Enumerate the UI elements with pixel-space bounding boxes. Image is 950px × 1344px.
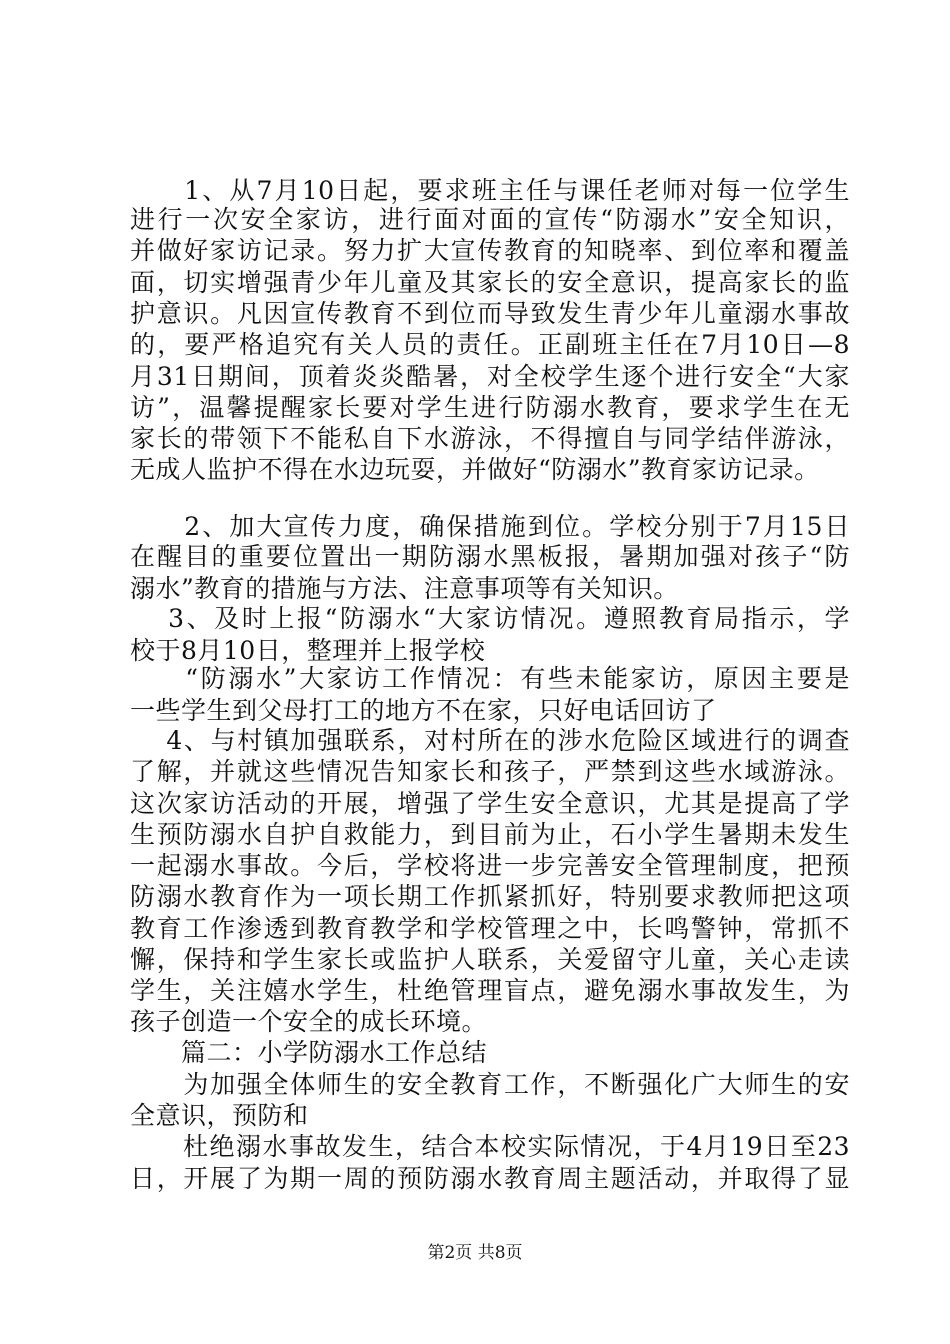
text-line: 日，开展了为期一周的预防溺水教育周主题活动，并取得了显	[130, 1164, 850, 1193]
text-line: 月31日期间，顶着炎炎酷暑，对全校学生逐个进行安全“大家	[130, 362, 850, 391]
page-footer: 第2页 共8页	[427, 1243, 523, 1263]
text-line: 了解，并就这些情况告知家长和孩子，严禁到这些水域游泳。	[130, 757, 850, 786]
text-line: 学生，关注嬉水学生，杜绝管理盲点，避免溺水事故发生，为	[130, 976, 850, 1005]
text-line: “防溺水”大家访工作情况：有些未能家访，原因主要是	[130, 664, 850, 693]
text-line: 1、从7月10日起，要求班主任与课任老师对每一位学生	[130, 176, 850, 205]
text-line: 孩子创造一个安全的成长环境。	[130, 1007, 488, 1036]
text-line: 的，要严格追究有关人员的责任。正副班主任在7月10日—8	[130, 330, 850, 359]
text-line: 家长的带领下不能私自下水游泳，不得擅自与同学结伴游泳，	[130, 424, 850, 453]
text-line: 溺水”教育的措施与方法、注意事项等有关知识。	[130, 574, 679, 603]
text-line: 2、加大宣传力度，确保措施到位。学校分别于7月15日	[130, 512, 850, 541]
text-line: 一些学生到父母打工的地方不在家，只好电话回访了	[130, 696, 717, 725]
text-line: 并做好家访记录。努力扩大宣传教育的知晓率、到位率和覆盖	[130, 236, 850, 265]
text-line: 校于8月10日，整理并上报学校	[130, 636, 486, 665]
text-line: 懈，保持和学生家长或监护人联系，关爱留守儿童，关心走读	[130, 945, 850, 974]
text-line: 护意识。凡因宣传教育不到位而导致发生青少年儿童溺水事故	[130, 299, 850, 328]
text-line: 为加强全体师生的安全教育工作，不断强化广大师生的安	[130, 1070, 850, 1099]
text-line: 教育工作渗透到教育教学和学校管理之中，长鸣警钟，常抓不	[130, 914, 850, 943]
text-line: 无成人监护不得在水边玩耍，并做好“防溺水”教育家访记录。	[130, 455, 820, 484]
text-line: 篇二：小学防溺水工作总结	[130, 1038, 488, 1067]
text-line: 全意识，预防和	[130, 1101, 309, 1130]
text-line: 这次家访活动的开展，增强了学生安全意识，尤其是提高了学	[130, 789, 850, 818]
text-line: 在醒目的重要位置出一期防溺水黑板报，暑期加强对孩子“防	[130, 542, 850, 571]
text-line: 防溺水教育作为一项长期工作抓紧抓好，特别要求教师把这项	[130, 882, 850, 911]
text-line: 进行一次安全家访，进行面对面的宣传“防溺水”安全知识，	[130, 205, 850, 234]
text-line: 访”，温馨提醒家长要对学生进行防溺水教育，要求学生在无	[130, 393, 850, 422]
text-line: 4、与村镇加强联系，对村所在的涉水危险区域进行的调查	[130, 726, 850, 755]
text-line: 生预防溺水自护自救能力，到目前为止，石小学生暑期未发生	[130, 820, 850, 849]
text-line: 3、及时上报“防溺水“大家访情况。遵照教育局指示，学	[130, 604, 850, 633]
text-line: 面，切实增强青少年儿童及其家长的安全意识，提高家长的监	[130, 268, 850, 297]
text-line: 一起溺水事故。今后，学校将进一步完善安全管理制度，把预	[130, 851, 850, 880]
text-line: 杜绝溺水事故发生，结合本校实际情况，于4月19日至23	[130, 1132, 850, 1161]
